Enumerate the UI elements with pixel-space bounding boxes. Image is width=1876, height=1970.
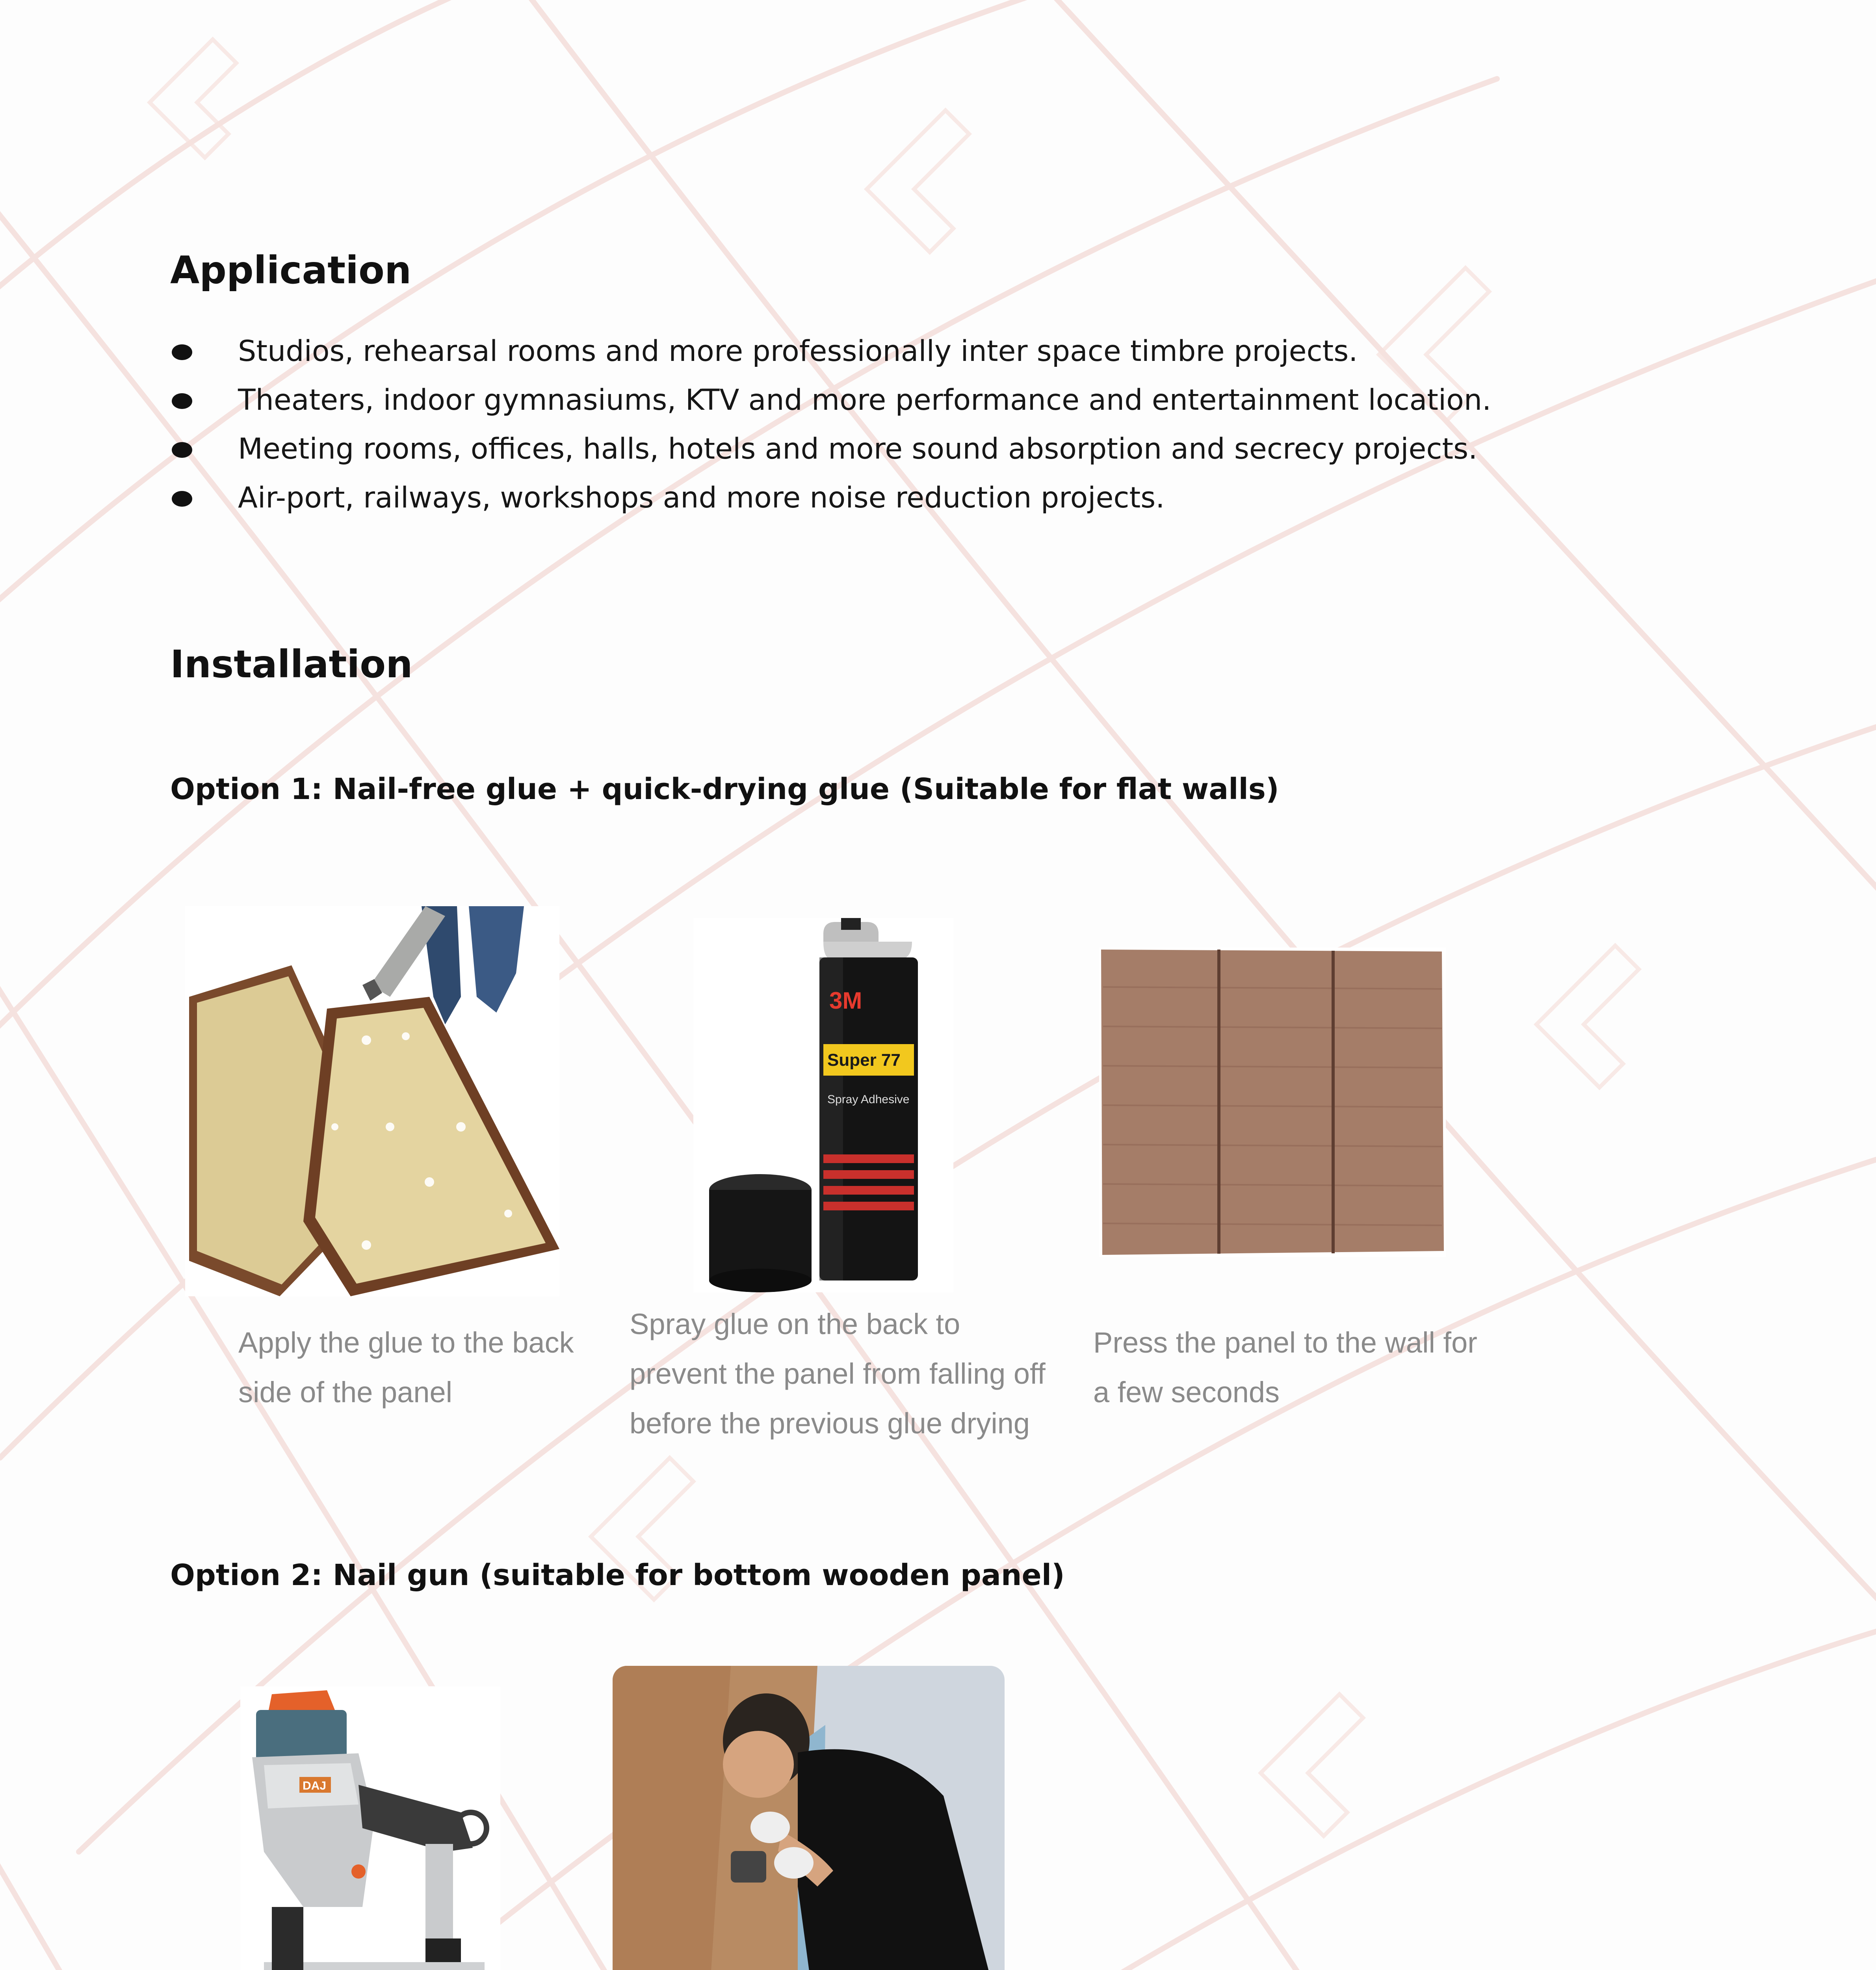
bullet-icon (172, 491, 192, 507)
caption-line: before the previous glue drying (630, 1407, 1030, 1440)
caption-line: Apply the glue to the back (238, 1326, 574, 1359)
spray-adhesive-can-photo (693, 918, 953, 1292)
worker-nailing-photo (613, 1666, 1005, 1970)
list-item-text: Theaters, indoor gymnasiums, KTV and more performance and entertainment location. (238, 383, 1492, 417)
application-list (172, 327, 1669, 522)
caption-line: side of the panel (238, 1376, 453, 1409)
installation-heading: Installation (170, 642, 413, 686)
caption-line: a few seconds (1093, 1376, 1280, 1409)
nail-gun-photo (240, 1686, 500, 1970)
list-item (172, 327, 1669, 376)
can-sublabel-text: Spray Adhesive (827, 1093, 910, 1106)
list-item (172, 425, 1669, 474)
bullet-icon (172, 442, 192, 458)
glue-application-photo (185, 906, 559, 1296)
bullet-icon (172, 344, 192, 360)
application-heading: Application (170, 248, 412, 292)
bullet-icon (172, 393, 192, 409)
caption-spray-glue (630, 1299, 1046, 1448)
option2-heading: Option 2: Nail gun (suitable for bottom wooden panel) (170, 1558, 1065, 1592)
can-label-text: Super 77 (827, 1050, 901, 1070)
caption-line: Spray glue on the back to (630, 1308, 960, 1340)
list-item-text: Studios, rehearsal rooms and more professionally inter space timbre projects. (238, 335, 1358, 368)
option1-heading: Option 1: Nail-free glue + quick-drying glue (Suitable for flat walls) (170, 772, 1279, 806)
caption-press-panel (1093, 1318, 1477, 1417)
can-brand-text: 3M (829, 987, 862, 1014)
caption-line: prevent the panel from falling off (630, 1357, 1046, 1390)
list-item-text: Meeting rooms, offices, halls, hotels and more sound absorption and secrecy projects. (238, 432, 1478, 466)
nail-gun-brand-text: DAJ (303, 1779, 327, 1792)
caption-apply-glue (238, 1318, 574, 1417)
list-item (172, 474, 1669, 522)
list-item (172, 376, 1669, 425)
list-item-text: Air-port, railways, workshops and more noise reduction projects. (238, 481, 1165, 515)
acoustic-panel-photo (1099, 948, 1446, 1257)
caption-line: Press the panel to the wall for (1093, 1326, 1477, 1359)
